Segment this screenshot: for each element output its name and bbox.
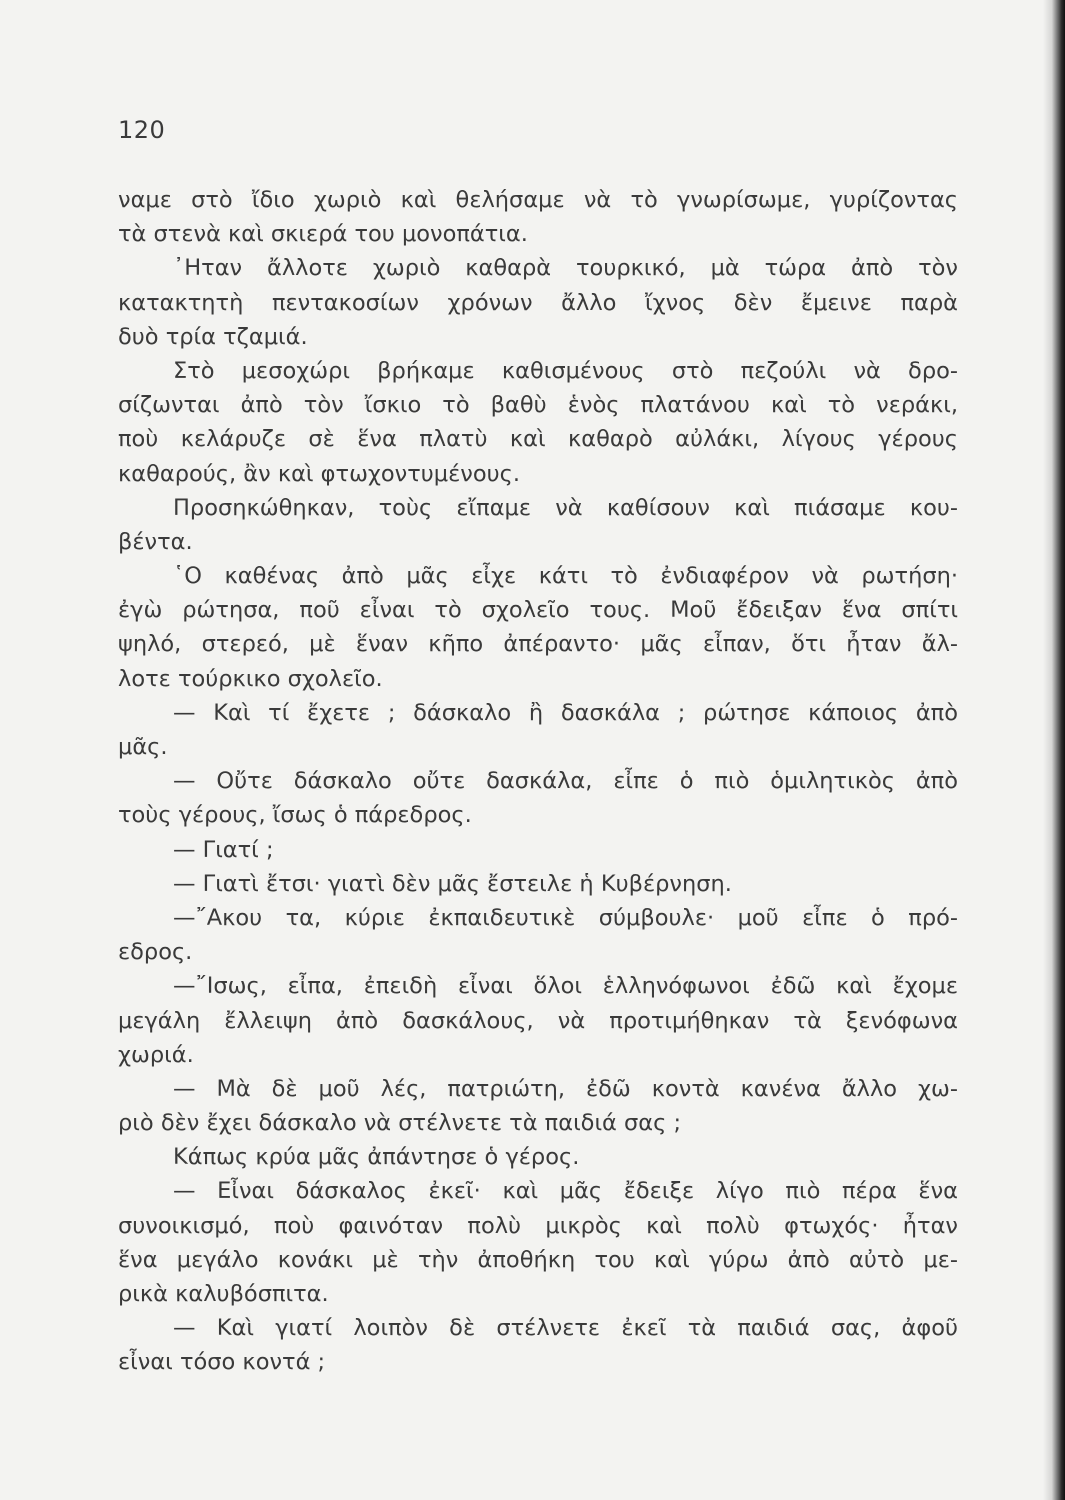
text-line: —῎Ακου τα, κύριε ἐκπαιδευτικὲ σύμβουλε· μοῦ εἶπε ὁ πρό- (173, 904, 958, 931)
text-line: —῎Ισως, εἶπα, ἐπειδὴ εἶναι ὅλοι ἑλληνόφωνοι ἐδῶ καὶ ἔχομε (173, 973, 958, 1000)
text-line: ρικὰ καλυβόσπιτα. (118, 1281, 329, 1307)
text-line: σίζωνται ἀπὸ τὸν ἴσκιο τὸ βαθὺ ἑνὸς πλατάνου καὶ τὸ νεράκι, (118, 392, 958, 419)
text-line: χωριά. (118, 1041, 194, 1068)
text-line: ᾿Ηταν ἄλλοτε χωριὸ καθαρὰ τουρκικό, μὰ τώρα ἀπὸ τὸν (173, 255, 958, 282)
text-line: ριὸ δὲν ἔχει δάσκαλο νὰ στέλνετε τὰ παιδιά σας ; (118, 1110, 682, 1137)
text-line: — Εἶναι δάσκαλος ἐκεῖ· καὶ μᾶς ἔδειξε λίγο πιὸ πέρα ἕνα (173, 1178, 958, 1205)
text-line: Προσηκώθηκαν, τοὺς εἴπαμε νὰ καθίσουν καὶ πιάσαμε κου- (173, 494, 958, 521)
text-line: — Οὔτε δάσκαλο οὔτε δασκάλα, εἶπε ὁ πιὸ ὁμιλητικὸς ἀπὸ (173, 768, 958, 795)
text-line: μᾶς. (118, 734, 168, 760)
page-number: 120 (118, 116, 166, 144)
text-line: ναμε στὸ ἴδιο χωριὸ καὶ θελήσαμε νὰ τὸ γνωρίσωμε, γυρίζοντας (118, 187, 958, 213)
text-line: ψηλό, στερεό, μὲ ἕναν κῆπο ἀπέραντο· μᾶς εἶπαν, ὅτι ἦταν ἄλ- (118, 631, 958, 658)
text-line: ἕνα μεγάλο κονάκι μὲ τὴν ἀποθήκη του καὶ γύρω ἀπὸ αὐτὸ με- (118, 1246, 958, 1273)
text-line: εδρος. (118, 939, 193, 966)
text-line: — Καὶ τί ἔχετε ; δάσκαλο ἢ δασκάλα ; ρώτησε κάποιος ἀπὸ (173, 699, 958, 726)
text-line: τοὺς γέρους, ἴσως ὁ πάρεδρος. (118, 802, 472, 829)
text-line: μεγάλη ἔλλειψη ἀπὸ δασκάλους, νὰ προτιμήθηκαν τὰ ξενόφωνα (118, 1007, 958, 1034)
text-line: — Καὶ γιατί λοιπὸν δὲ στέλνετε ἐκεῖ τὰ παιδιά σας, ἀφοῦ (173, 1315, 958, 1342)
text-line: συνοικισμό, ποὺ φαινόταν πολὺ μικρὸς καὶ πολὺ φτωχός· ἦταν (118, 1212, 958, 1239)
text-line: τὰ στενὰ καὶ σκιερά του μονοπάτια. (118, 221, 528, 248)
text-line: κατακτητὴ πεντακοσίων χρόνων ἄλλο ἴχνος δὲν ἔμεινε παρὰ (118, 289, 958, 316)
text-line: — Μὰ δὲ μοῦ λές, πατριώτη, ἐδῶ κοντὰ κανένα ἄλλο χω- (173, 1075, 958, 1102)
page-edge-shadow (1043, 0, 1065, 1500)
text-line: ῾Ο καθένας ἀπὸ μᾶς εἶχε κάτι τὸ ἐνδιαφέρον νὰ ρωτήση· (173, 563, 958, 590)
text-line: ἐγὼ ρώτησα, ποῦ εἶναι τὸ σχολεῖο τους. Μοῦ ἔδειξαν ἕνα σπίτι (118, 597, 958, 624)
text-line: — Γιατί ; (173, 836, 274, 863)
text-line: εἶναι τόσο κοντά ; (118, 1349, 326, 1376)
text-line: ποὺ κελάρυζε σὲ ἕνα πλατὺ καὶ καθαρὸ αὐλάκι, λίγους γέρους (118, 426, 958, 453)
body-text (118, 183, 958, 1380)
text-line: Στὸ μεσοχώρι βρήκαμε καθισμένους στὸ πεζούλι νὰ δρο- (173, 357, 958, 384)
text-line: δυὸ τρία τζαμιά. (118, 323, 308, 350)
text-line: Κάπως κρύα μᾶς ἀπάντησε ὁ γέρος. (173, 1144, 580, 1171)
text-line: καθαρούς, ἂν καὶ φτωχοντυμένους. (118, 460, 520, 487)
text-line: — Γιατὶ ἔτσι· γιατὶ δὲν μᾶς ἔστειλε ἡ Κυβέρνηση. (173, 870, 732, 897)
text-line: λοτε τούρκικο σχολεῖο. (118, 665, 383, 692)
text-line: βέντα. (118, 528, 193, 555)
